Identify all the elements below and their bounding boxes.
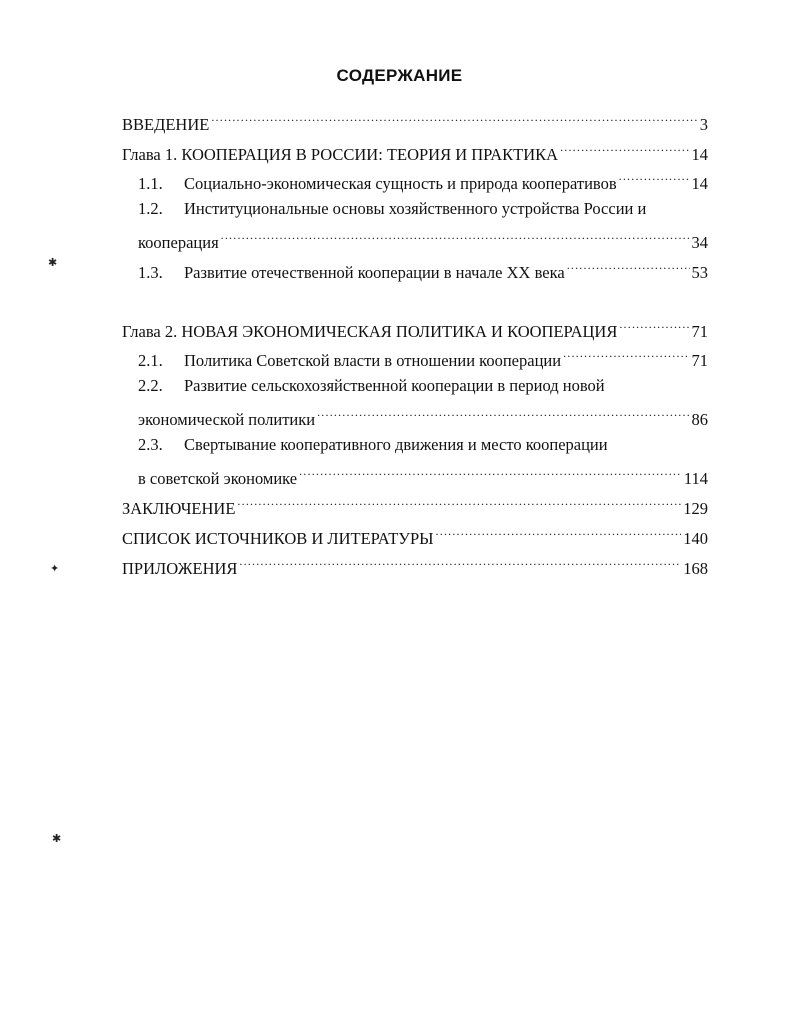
toc-entry-sources (122, 524, 708, 549)
toc-entry-section-2-1 (138, 346, 708, 371)
toc-label: Развитие отечественной кооперации в начале XX века (184, 263, 565, 282)
toc-page-number: 53 (691, 263, 708, 282)
toc-section-number: 2.3. (138, 435, 163, 454)
dot-leader (567, 258, 690, 278)
toc-entry-section-2-2-line1 (138, 376, 605, 396)
toc-label: Глава 2. НОВАЯ ЭКОНОМИЧЕСКАЯ ПОЛИТИКА И КООПЕРАЦИЯ (122, 322, 618, 341)
dot-leader (619, 317, 689, 337)
toc-page-number: 140 (683, 529, 708, 548)
toc-entry-section-1-1 (138, 169, 708, 194)
dot-leader (211, 110, 697, 130)
toc-page-number: 168 (683, 559, 708, 578)
toc-page-number: 14 (691, 174, 708, 193)
toc-entry-conclusion (122, 494, 708, 519)
dot-leader (239, 554, 681, 574)
toc-section-number: 1.1. (138, 174, 163, 193)
toc-label: Институциональные основы хозяйственного устройства России и (184, 199, 647, 218)
dot-leader (221, 228, 690, 248)
toc-section-number: 2.2. (138, 376, 163, 395)
toc-label: ПРИЛОЖЕНИЯ (122, 559, 238, 578)
dot-leader (317, 405, 689, 425)
toc-page-number: 129 (683, 499, 708, 518)
toc-label: ВВЕДЕНИЕ (122, 115, 210, 134)
toc-entry-section-1-3 (138, 258, 708, 283)
dot-leader (619, 169, 690, 189)
dot-leader (299, 464, 682, 484)
toc-section-number: 1.3. (138, 263, 163, 282)
toc-label: экономической политики (138, 410, 316, 429)
dot-leader (436, 524, 682, 544)
toc-entry-section-1-2-line2 (138, 228, 708, 253)
toc-label: Свертывание кооперативного движения и место кооперации (184, 435, 608, 454)
page-title: СОДЕРЖАНИЕ (336, 66, 463, 85)
toc-entry-intro (122, 110, 708, 135)
toc-entry-section-2-3-line1 (138, 435, 608, 455)
toc-page-number: 34 (691, 233, 708, 252)
toc-entry-section-2-2-line2 (138, 405, 708, 430)
toc-page-number: 14 (691, 145, 708, 164)
scan-mark-icon: ✦ (50, 562, 60, 575)
toc-label: СПИСОК ИСТОЧНИКОВ И ЛИТЕРАТУРЫ (122, 529, 434, 548)
toc-page-number: 114 (683, 469, 708, 488)
toc-entry-appendix (122, 554, 708, 579)
dot-leader (563, 346, 689, 366)
toc-section-number: 1.2. (138, 199, 163, 218)
toc-page-number: 71 (691, 322, 708, 341)
toc-label: Политика Советской власти в отношении кооперации (184, 351, 562, 370)
toc-label: Развитие сельскохозяйственной кооперации в период новой (184, 376, 605, 395)
toc-entry-chapter-2 (122, 317, 708, 342)
toc-label: ЗАКЛЮЧЕНИЕ (122, 499, 236, 518)
toc-label: кооперация (138, 233, 219, 252)
dot-leader (560, 140, 689, 160)
toc-section-number: 2.1. (138, 351, 163, 370)
toc-label: Глава 1. КООПЕРАЦИЯ В РОССИИ: ТЕОРИЯ И ПРАКТИКА (122, 145, 559, 164)
toc-entry-section-2-3-line2 (138, 464, 708, 489)
toc-entry-chapter-1 (122, 140, 708, 165)
scan-mark-icon: ✱ (48, 256, 58, 269)
toc-page-number: 86 (691, 410, 708, 429)
toc-entry-section-1-2-line1 (138, 199, 646, 219)
scan-mark-icon: ✱ (52, 832, 62, 845)
toc-page-number: 3 (699, 115, 708, 134)
toc-label: Социально-экономическая сущность и природа кооперативов (184, 174, 617, 193)
toc-page-number: 71 (691, 351, 708, 370)
dot-leader (237, 494, 681, 514)
toc-label: в советской экономике (138, 469, 298, 488)
